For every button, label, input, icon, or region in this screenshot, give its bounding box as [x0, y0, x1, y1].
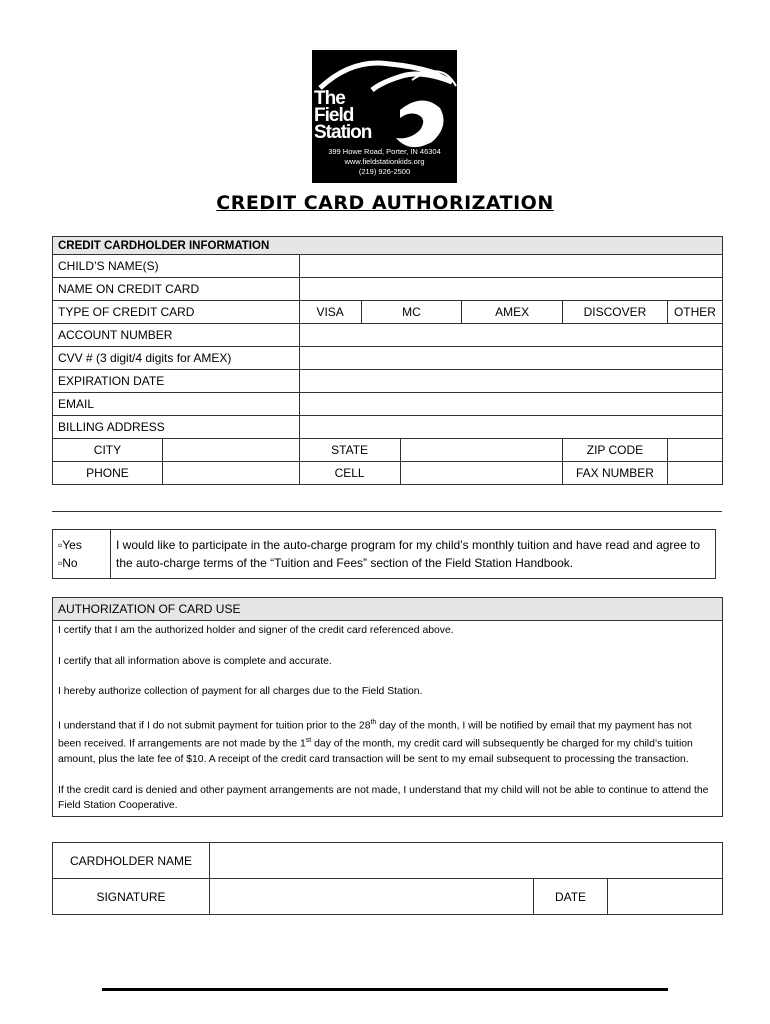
signature-field[interactable] — [210, 879, 534, 915]
account-number-field[interactable] — [299, 324, 722, 347]
signature-label: SIGNATURE — [53, 879, 210, 915]
cardholder-info-header: CREDIT CARDHOLDER INFORMATION — [53, 237, 723, 255]
fax-field[interactable] — [667, 462, 722, 485]
name-on-card-label: NAME ON CREDIT CARD — [53, 278, 300, 301]
logo-address: 399 Howe Road, Porter, IN 46304 www.fieldstationkids.org (219) 926-2500 — [328, 147, 441, 176]
account-number-label: ACCOUNT NUMBER — [53, 324, 300, 347]
billing-address-field[interactable] — [299, 416, 722, 439]
cell-label: CELL — [299, 462, 400, 485]
card-type-amex[interactable]: AMEX — [462, 301, 563, 324]
logo-wordmark: The Field Station — [314, 88, 372, 143]
authorization-paragraph: I certify that I am the authorized holder and signer of the credit card referenced above. — [58, 625, 454, 636]
email-field[interactable] — [299, 393, 722, 416]
divider — [52, 511, 722, 512]
autocharge-yes-checkbox[interactable]: ▫Yes — [58, 538, 82, 552]
city-field[interactable] — [162, 439, 299, 462]
authorization-paragraph: I certify that all information above is complete and accurate. — [58, 655, 332, 667]
cardholder-info-table — [52, 236, 723, 485]
authorization-body — [53, 621, 723, 817]
authorization-paragraph: If the credit card is denied and other payment arrangements are not made, I understand that my child will not be able to continue to attend the Field Station Cooperative. — [58, 784, 709, 812]
state-field[interactable] — [400, 439, 563, 462]
fax-label: FAX NUMBER — [563, 462, 668, 485]
childs-name-label: CHILD’S NAME(S) — [53, 255, 300, 278]
zip-label: ZIP CODE — [563, 439, 668, 462]
phone-field[interactable] — [162, 462, 299, 485]
expiration-field[interactable] — [299, 370, 722, 393]
phone-label: PHONE — [53, 462, 163, 485]
name-on-card-field[interactable] — [299, 278, 722, 301]
cvv-label: CVV # (3 digit/4 digits for AMEX) — [53, 347, 300, 370]
childs-name-field[interactable] — [299, 255, 722, 278]
autocharge-no-checkbox[interactable]: ▫No — [58, 556, 78, 570]
cardholder-name-field[interactable] — [210, 843, 723, 879]
autocharge-table — [52, 529, 716, 579]
cvv-field[interactable] — [299, 347, 722, 370]
card-type-label: TYPE OF CREDIT CARD — [53, 301, 300, 324]
card-type-other[interactable]: OTHER — [667, 301, 722, 324]
zip-field[interactable] — [667, 439, 722, 462]
billing-address-label: BILLING ADDRESS — [53, 416, 300, 439]
authorization-paragraph: I hereby authorize collection of payment for all charges due to the Field Station. — [58, 686, 423, 697]
signature-table — [52, 842, 723, 915]
expiration-label: EXPIRATION DATE — [53, 370, 300, 393]
card-type-visa[interactable]: VISA — [299, 301, 361, 324]
card-type-mc[interactable]: MC — [361, 301, 462, 324]
authorization-paragraph-late-fee: I understand that if I do not submit payment for tuition prior to the 28th day of the month, I will be notified by email that my payment has not been received. If arrangements are not made by the 1st day of the month, my credit card will subsequently be charged for my child’s tuition amount, plus the late fee of $10. A receipt of the credit card transaction will be sent to my email subsequent to processing the transaction. — [58, 718, 693, 766]
card-type-discover[interactable]: DISCOVER — [563, 301, 668, 324]
autocharge-options — [53, 530, 111, 579]
autocharge-text: I would like to participate in the auto-charge program for my child’s monthly tuition and have read and agree to the auto-charge terms of the “Tuition and Fees” section of the Field Station Handbook. — [111, 530, 716, 579]
authorization-table — [52, 597, 723, 817]
cell-field[interactable] — [400, 462, 563, 485]
footer-rule — [102, 988, 668, 991]
page-title: CREDIT CARD AUTHORIZATION — [216, 192, 554, 214]
field-station-logo — [312, 50, 457, 183]
email-label: EMAIL — [53, 393, 300, 416]
date-field[interactable] — [608, 879, 723, 915]
date-label: DATE — [534, 879, 608, 915]
city-label: CITY — [53, 439, 163, 462]
cardholder-name-label: CARDHOLDER NAME — [53, 843, 210, 879]
authorization-header: AUTHORIZATION OF CARD USE — [53, 598, 723, 621]
state-label: STATE — [299, 439, 400, 462]
